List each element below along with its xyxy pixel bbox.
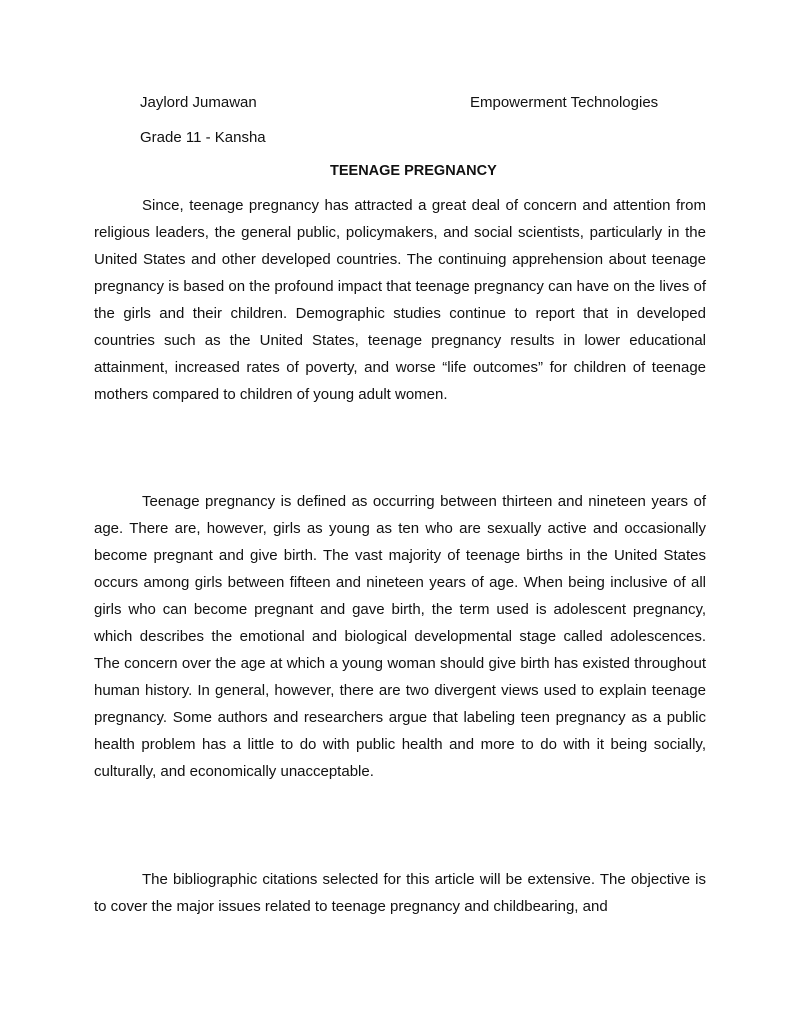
grade-section: Grade 11 - Kansha <box>140 129 266 146</box>
paragraph-1: Since, teenage pregnancy has attracted a great deal of concern and attention from religious leaders, the general public, policymakers, and social scientists, particularly in the United States and other developed countries. The continuing apprehension about teenage pregnancy is based on the profound impact that teenage pregnancy can have on the lives of the girls and their children. Demographic studies continue to report that in developed countries such as the United States, teenage pregnancy results in lower educational attainment, increased rates of poverty, and worse “life outcomes” for children of teenage mothers compared to children of young adult women. <box>94 197 706 403</box>
author-name: Jaylord Jumawan <box>140 94 257 111</box>
subject-name: Empowerment Technologies <box>470 94 659 111</box>
paragraph-3: The bibliographic citations selected for this article will be extensive. The objective is to cover the major issues related to teenage pregnancy and childbearing, and <box>94 871 706 915</box>
document-title: TEENAGE PREGNANCY <box>330 163 497 179</box>
paragraph-2: Teenage pregnancy is defined as occurring between thirteen and nineteen years of age. There are, however, girls as young as ten who are sexually active and occasionally become pregnant and give birth. The vast majority of teenage births in the United States occurs among girls between fifteen and nineteen years of age. When being inclusive of all girls who can become pregnant and gave birth, the term used is adolescent pregnancy, which describes the emotional and biological developmental stage called adolescences. The concern over the age at which a young woman should give birth has existed throughout human history. In general, however, there are two divergent views used to explain teenage pregnancy. Some authors and researchers argue that labeling teen pregnancy as a public health problem has a little to do with public health and more to do with it being socially, culturally, and economically unacceptable. <box>94 493 706 780</box>
